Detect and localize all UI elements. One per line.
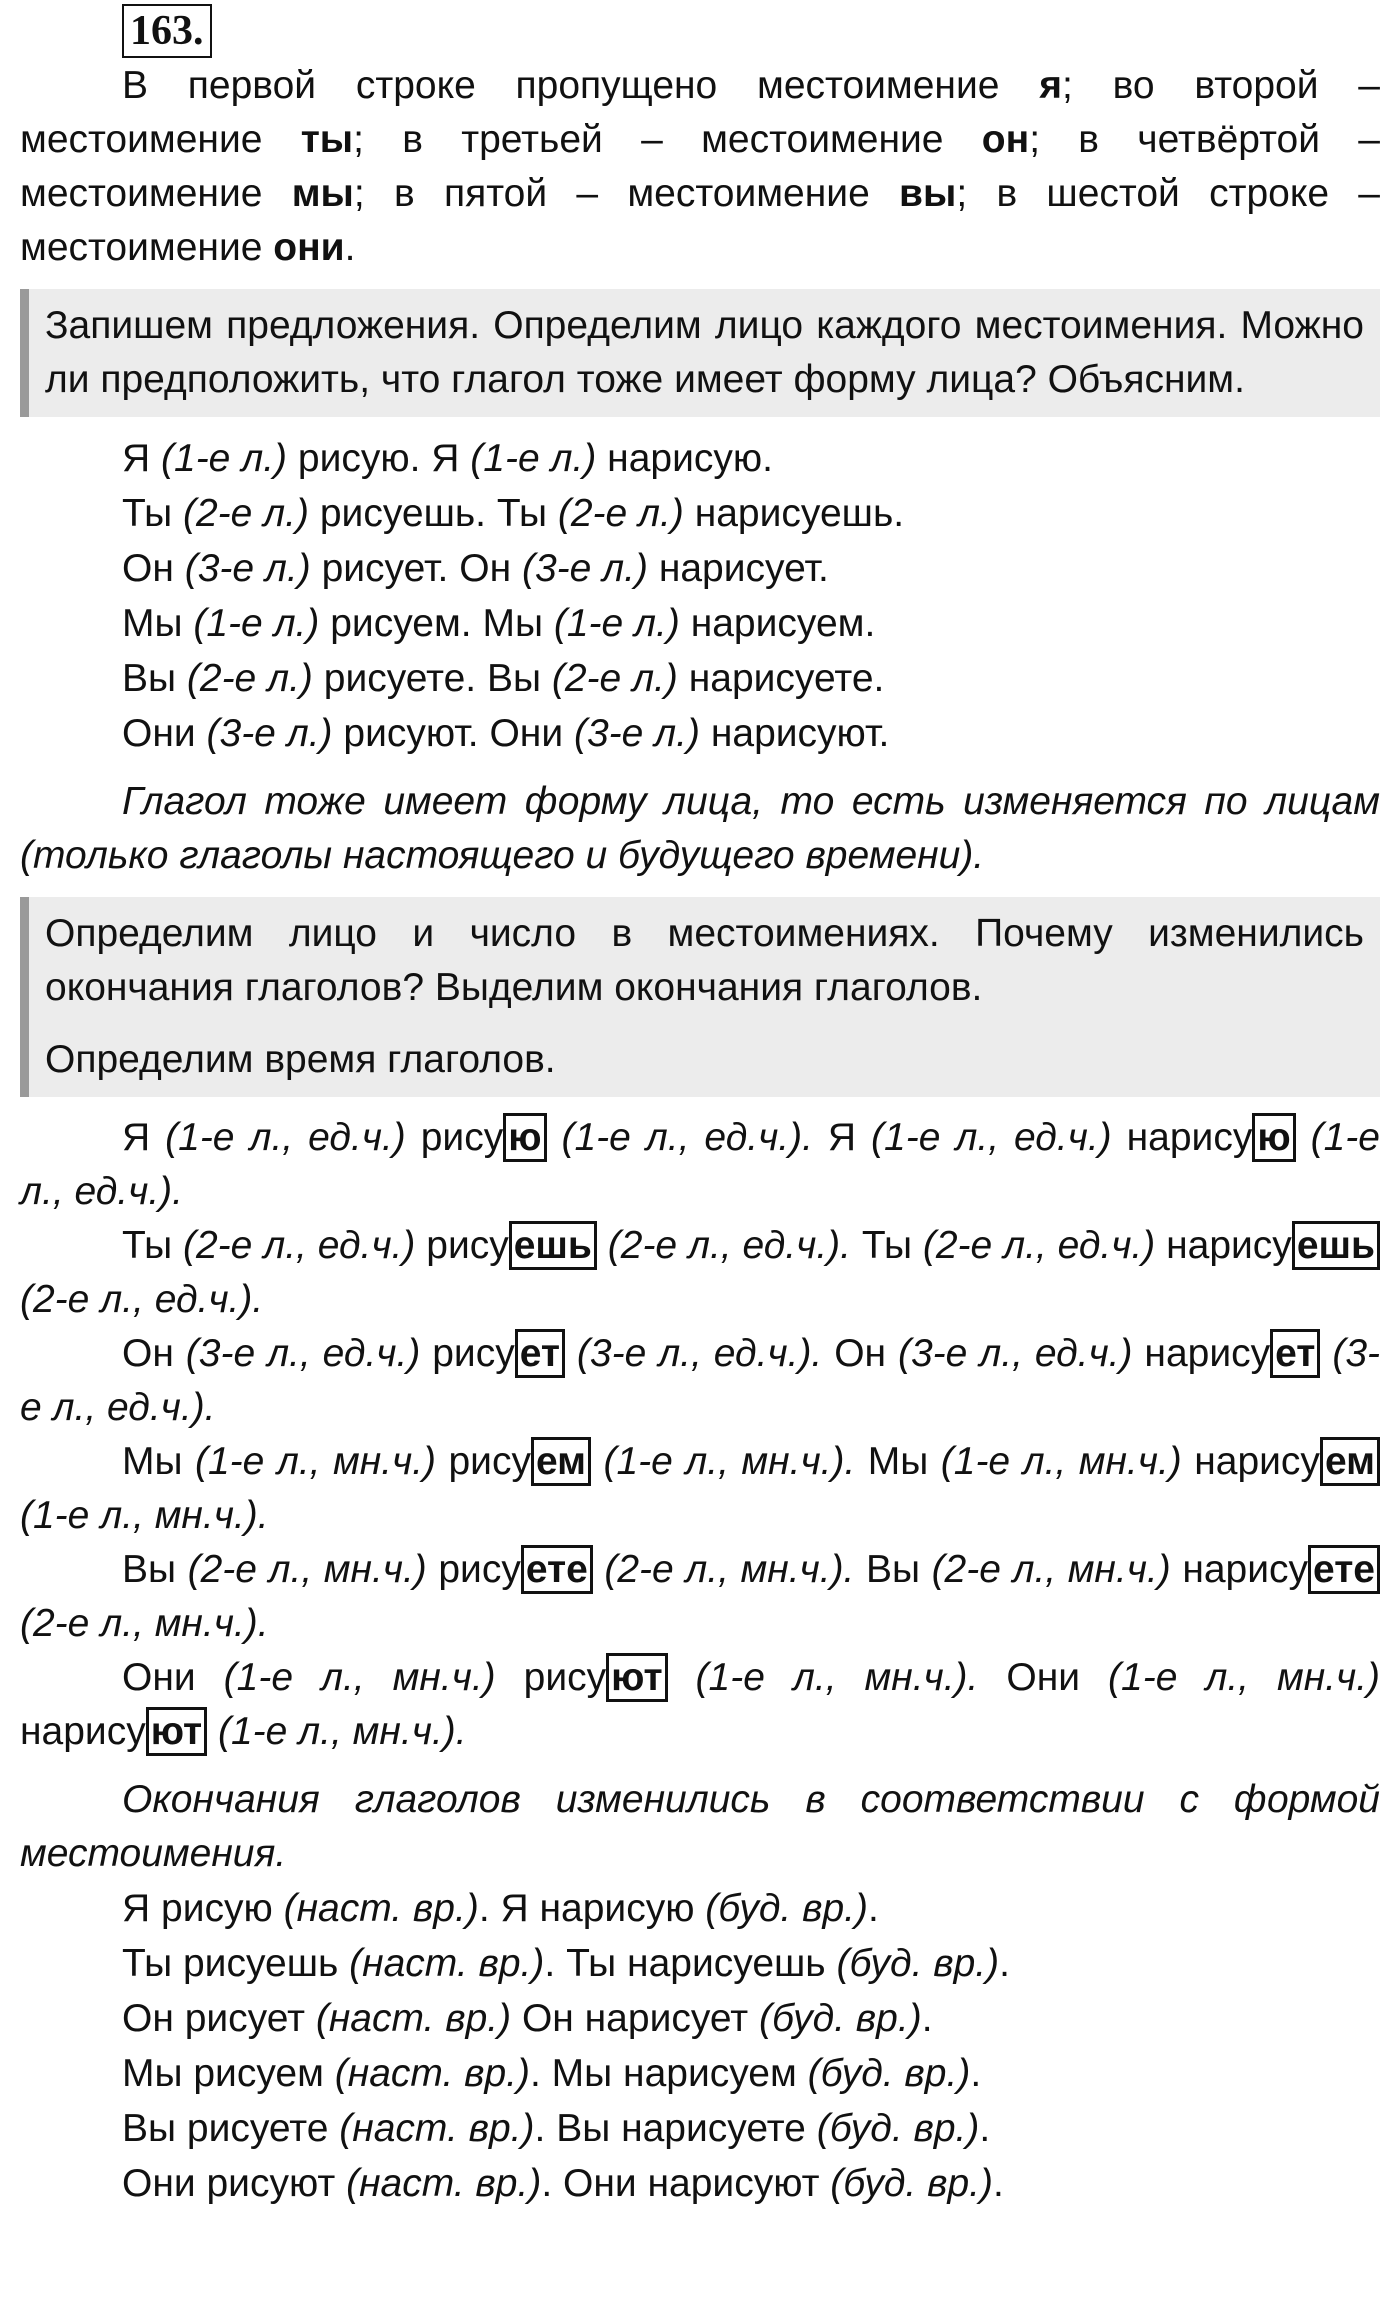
ending-box: ешь: [509, 1221, 597, 1270]
ending-box: ет: [1270, 1329, 1320, 1378]
intro-paragraph: [20, 59, 1380, 275]
pronoun-bold: вы: [899, 172, 957, 215]
list-item: Мы рисуем (наст. вр.). Мы нарисуем (буд. вр.).: [122, 2052, 982, 2095]
ending-box: ют: [606, 1653, 667, 1702]
conclusion-1: Глагол тоже имеет форму лица, то есть изменяется по лицам (только глаголы настоящего и будущего времени).: [20, 780, 1380, 877]
intro-text: ; во второй – местоимение: [20, 64, 1380, 161]
intro-text: ; в шестой строке – местоимение: [20, 172, 1380, 269]
pronoun-bold: ты: [300, 118, 354, 161]
ending-box: ешь: [1292, 1221, 1380, 1270]
ending-box: ю: [1252, 1113, 1295, 1162]
pronoun-bold: мы: [291, 172, 354, 215]
task-1-text: Запишем предложения. Определим лицо каждого местоимения. Можно ли предположить, что глагол тоже имеет форму лица? Объясним.: [45, 304, 1364, 401]
intro-text: ; в третьей – местоимение: [353, 118, 982, 161]
list-item: Они рисуют (наст. вр.). Они нарисуют (буд. вр.).: [122, 2162, 1004, 2205]
list-item: Вы рисуете (наст. вр.). Вы нарисуете (буд. вр.).: [122, 2107, 991, 2150]
list-item: Мы (1-е л., мн.ч.) рису ем (1-е л., мн.ч.). Мы (1-е л., мн.ч.) нарису ем (1-е л., мн.ч.).: [20, 1435, 1380, 1543]
list-item: Он (3-е л., ед.ч.) рису ет (3-е л., ед.ч.). Он (3-е л., ед.ч.) нарису ет (3-е л., ед.ч.).: [20, 1327, 1380, 1435]
ending-box: ем: [531, 1437, 591, 1486]
ending-box: ете: [521, 1545, 593, 1594]
task-2-text: Определим лицо и число в местоимениях. Почему изменились окончания глаголов? Выделим окончания глаголов.: [45, 912, 1364, 1009]
list-item: Ты (2-е л.) рисуешь. Ты (2-е л.) нарисуешь.: [122, 492, 905, 535]
ending-box: ют: [146, 1707, 207, 1756]
pronoun-bold: он: [981, 118, 1030, 161]
tense-list: [20, 1881, 1380, 2211]
task-number-box: [122, 4, 212, 58]
list-item: Он рисует (наст. вр.) Он нарисует (буд. вр.).: [122, 1997, 933, 2040]
ending-box: ем: [1320, 1437, 1380, 1486]
task-2-time-text: Определим время глаголов.: [45, 1038, 556, 1081]
list-item: Они (3-е л.) рисуют. Они (3-е л.) нарисуют.: [122, 712, 890, 755]
list-item: Ты (2-е л., ед.ч.) рису ешь (2-е л., ед.ч.). Ты (2-е л., ед.ч.) нарису ешь (2-е л., ед.ч.).: [20, 1219, 1380, 1327]
ending-box: ет: [515, 1329, 565, 1378]
list-item: Мы (1-е л.) рисуем. Мы (1-е л.) нарисуем.: [122, 602, 876, 645]
ending-box: ю: [503, 1113, 546, 1162]
pronoun-verb-list: [20, 431, 1380, 761]
document-page: [20, 0, 1380, 2211]
intro-text: .: [344, 226, 356, 269]
intro-text: В первой строке пропущено местоимение: [122, 64, 1040, 107]
list-item: Он (3-е л.) рисует. Он (3-е л.) нарисует.: [122, 547, 829, 590]
task-box-1: [20, 289, 1380, 417]
list-item: Я (1-е л.) рисую. Я (1-е л.) нарисую.: [122, 437, 773, 480]
pronoun-bold: они: [273, 226, 345, 269]
intro-text: ; в пятой – местоимение: [353, 172, 900, 215]
ending-box: ете: [1308, 1545, 1380, 1594]
intro-text: ; в четвёртой – местоимение: [20, 118, 1380, 215]
endings-list: [20, 1111, 1380, 1759]
pronoun-bold: я: [1039, 64, 1062, 107]
list-item: Они (1-е л., мн.ч.) рису ют (1-е л., мн.ч.). Они (1-е л., мн.ч.) нарису ют (1-е л., мн.ч.).: [20, 1651, 1380, 1759]
list-item: Вы (2-е л.) рисуете. Вы (2-е л.) нарисуете.: [122, 657, 885, 700]
task-number: 163.: [130, 8, 204, 54]
list-item: Вы (2-е л., мн.ч.) рису ете (2-е л., мн.ч.). Вы (2-е л., мн.ч.) нарису ете (2-е л., мн.ч.).: [20, 1543, 1380, 1651]
task-box-2: [20, 897, 1380, 1097]
list-item: Ты рисуешь (наст. вр.). Ты нарисуешь (буд. вр.).: [122, 1942, 1010, 1985]
conclusion-2: Окончания глаголов изменились в соответствии с формой местоимения.: [20, 1778, 1380, 1875]
list-item: Я (1-е л., ед.ч.) рису ю (1-е л., ед.ч.). Я (1-е л., ед.ч.) нарису ю (1-е л., ед.ч.).: [20, 1111, 1380, 1219]
list-item: Я рисую (наст. вр.). Я нарисую (буд. вр.).: [122, 1887, 879, 1930]
